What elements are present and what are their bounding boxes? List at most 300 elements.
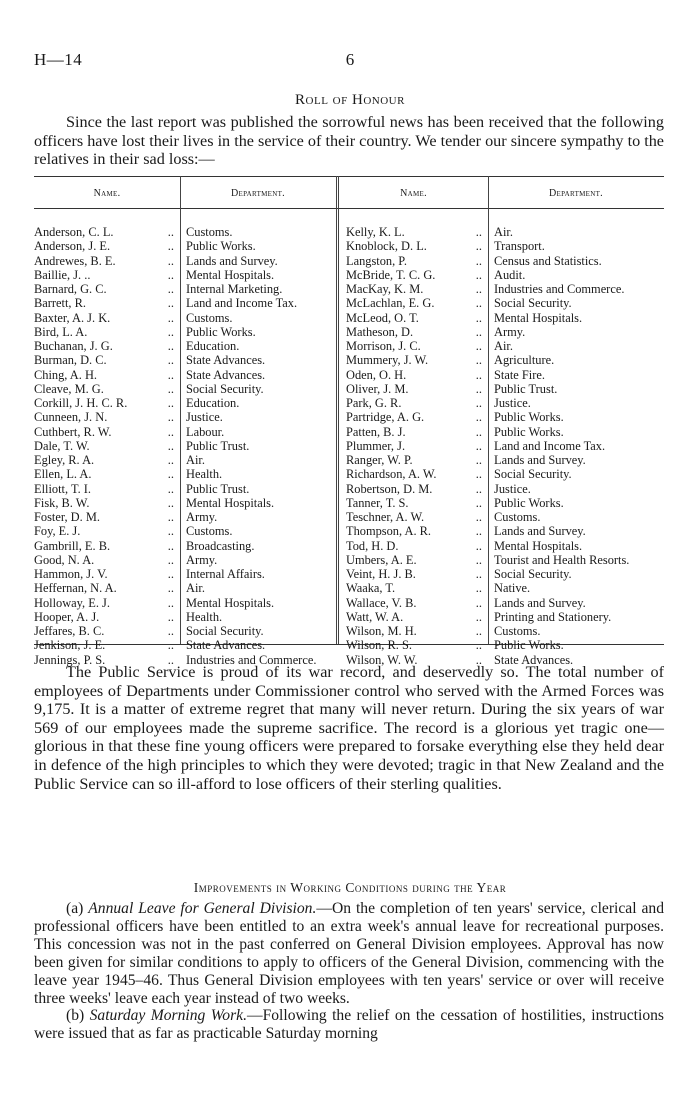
name-text: Patten, B. J. [346, 424, 406, 439]
leader-dots: .. [167, 267, 174, 282]
leader-dots: .. [167, 467, 174, 482]
honour-name [34, 510, 178, 524]
department-text: Social Security. [494, 296, 572, 311]
leader-dots: .. [475, 567, 482, 581]
name-text: Knoblock, D. L. [346, 239, 427, 254]
leader-dots: .. [475, 296, 482, 311]
honour-department [494, 553, 666, 567]
department-text: Social Security. [186, 624, 264, 638]
honour-name [34, 396, 178, 410]
department-text: Public Works. [186, 324, 256, 339]
honour-department [494, 496, 666, 510]
department-text: State Advances. [186, 367, 266, 382]
improvement-b-heading: Saturday Morning Work. [89, 1007, 247, 1025]
department-text: Lands and Survey. [494, 595, 586, 610]
honour-name [346, 596, 486, 610]
name-text: Ranger, W. P. [346, 453, 413, 467]
department-text: Census and Statistics. [494, 253, 602, 268]
department-text: Customs. [494, 510, 541, 524]
leader-dots: .. [475, 510, 482, 524]
name-text: Anderson, J. E. [34, 239, 111, 254]
leader-dots: .. [475, 324, 482, 339]
leader-dots: .. [475, 595, 482, 610]
department-text: Mental Hospitals. [494, 310, 583, 325]
honour-name [34, 282, 178, 296]
name-text: Fisk, B. W. [34, 495, 90, 510]
honour-name [34, 353, 178, 367]
department-text: Agriculture. [494, 353, 555, 368]
honour-department [494, 396, 666, 410]
name-text: Heffernan, N. A. [34, 581, 117, 596]
name-text: Wilson, M. H. [346, 624, 417, 638]
department-text: Public Works. [494, 424, 564, 439]
honour-name [346, 425, 486, 439]
department-text: Labour. [186, 424, 225, 439]
honour-department [186, 553, 334, 567]
honour-name [34, 339, 178, 353]
name-text: Jennings, P. S. [34, 652, 106, 667]
honour-department [186, 410, 334, 424]
name-text: MacKay, K. M. [346, 282, 424, 296]
leader-dots: .. [167, 624, 174, 638]
department-text: Public Works. [494, 638, 564, 653]
leader-dots: .. [167, 595, 174, 610]
honour-name [34, 325, 178, 339]
leader-dots: .. [167, 424, 174, 439]
leader-dots: .. [167, 638, 174, 653]
leader-dots: .. [475, 253, 482, 268]
leader-dots: .. [475, 438, 482, 453]
leader-dots: .. [475, 310, 482, 325]
improvement-a-heading: Annual Leave for General Division. [88, 900, 317, 917]
improvement-b-text: —Following the relief on the cessation of hostilities, instructions were issued that as far as practicable Saturday morning [34, 1007, 665, 1043]
honour-department [494, 268, 666, 282]
honour-name [346, 254, 486, 268]
name-text: Wilson, W. W. [346, 652, 418, 667]
leader-dots: .. [167, 410, 174, 425]
honour-name [346, 553, 486, 567]
honour-department [494, 610, 666, 624]
department-text: State Advances. [186, 638, 266, 653]
department-text: Audit. [494, 267, 526, 282]
honour-name [346, 268, 486, 282]
leader-dots: .. [475, 267, 482, 282]
improvements-section [34, 900, 664, 1043]
honour-department [186, 254, 334, 268]
honour-name [346, 510, 486, 524]
leader-dots: .. [475, 453, 482, 467]
department-text: Army. [186, 552, 218, 567]
name-text: Teschner, A. W. [346, 510, 425, 524]
honour-name [346, 296, 486, 310]
name-text: Elliott, T. I. [34, 481, 92, 496]
name-text: Hooper, A. J. [34, 609, 100, 624]
leader-dots: .. [167, 581, 174, 596]
honour-name [346, 225, 486, 239]
name-text: McBride, T. C. G. [346, 267, 436, 282]
table-header-rule [34, 208, 664, 209]
honour-department [494, 353, 666, 367]
honour-name [34, 254, 178, 268]
honour-name [346, 496, 486, 510]
honour-name [346, 396, 486, 410]
intro-paragraph: Since the last report was published the sorrowful news has been received that the following officers have lost their lives in the service of their country. We tender our sincere sympathy to the relatives in their sad loss:— [34, 113, 664, 169]
name-text: Cleave, M. G. [34, 381, 104, 396]
improvement-a-label: (a) [66, 900, 84, 917]
honour-name [346, 581, 486, 595]
honour-department [186, 396, 334, 410]
leader-dots: .. [167, 652, 174, 667]
honour-department [186, 467, 334, 481]
name-text: Ellen, L. A. [34, 467, 92, 482]
department-text: Justice. [494, 481, 531, 496]
left-names-column [34, 225, 178, 667]
honour-department [494, 439, 666, 453]
name-text: Burman, D. C. [34, 353, 107, 368]
leader-dots: .. [167, 495, 174, 510]
department-text: Customs. [186, 524, 233, 539]
honour-name [34, 553, 178, 567]
honour-department [186, 453, 334, 467]
department-text: Internal Affairs. [186, 567, 265, 581]
honour-department [186, 638, 334, 652]
honour-name [34, 581, 178, 595]
leader-dots: .. [475, 609, 482, 624]
improvement-a-text: —On the completion of ten years' service, clerical and professional officers have been entitled to an extra week's annual leave for recreational purposes. This concession was not in the past conferred on General Division employees. Approval has now been given for similar conditions to apply to officers of the General Division, commencing with the leave year 1945–46. Thus General Division employees with ten years' service or over will receive three weeks' leave each year instead of two weeks. [34, 900, 664, 1007]
leader-dots: .. [167, 396, 174, 410]
leader-dots: .. [475, 225, 482, 239]
column-header-name: Name. [93, 188, 121, 199]
name-text: Waaka, T. [346, 581, 396, 596]
name-text: Oliver, J. M. [346, 381, 409, 396]
honour-name [346, 353, 486, 367]
column-header-department: Department. [231, 188, 285, 199]
honour-department [186, 225, 334, 239]
name-text: Baillie, J. .. [34, 267, 91, 282]
honour-department [494, 325, 666, 339]
honour-department [494, 524, 666, 538]
department-text: Native. [494, 581, 531, 596]
leader-dots: .. [167, 296, 174, 311]
honour-name [34, 268, 178, 282]
roll-of-honour-intro [34, 113, 664, 169]
department-text: Health. [186, 609, 223, 624]
honour-name [34, 368, 178, 382]
name-text: Holloway, E. J. [34, 595, 110, 610]
improvement-b-paragraph [34, 1007, 664, 1043]
honour-department [186, 567, 334, 581]
name-text: Plummer, J. [346, 438, 406, 453]
leader-dots: .. [167, 552, 174, 567]
name-text: Partridge, A. G. [346, 410, 425, 425]
department-text: Education. [186, 396, 240, 410]
leader-dots: .. [475, 282, 482, 296]
department-text: Public Trust. [186, 438, 250, 453]
department-text: Mental Hospitals. [186, 595, 275, 610]
name-text: Thompson, A. R. [346, 524, 432, 539]
leader-dots: .. [167, 353, 174, 368]
honour-department [494, 368, 666, 382]
honour-department [494, 510, 666, 524]
department-text: Army. [494, 324, 526, 339]
roll-of-honour-title: Roll of Honour [295, 92, 405, 108]
name-text: Foster, D. M. [34, 510, 100, 524]
leader-dots: .. [475, 424, 482, 439]
leader-dots: .. [167, 324, 174, 339]
war-record-section [34, 663, 664, 793]
department-text: Public Trust. [186, 481, 250, 496]
department-text: Army. [186, 510, 218, 524]
department-text: Public Trust. [494, 381, 558, 396]
name-text: Richardson, A. W. [346, 467, 437, 482]
honour-department [494, 567, 666, 581]
honour-name [34, 482, 178, 496]
department-text: Customs. [186, 310, 233, 325]
document-reference: H—14 [34, 50, 83, 69]
department-text: Public Works. [494, 495, 564, 510]
name-text: Matheson, D. [346, 324, 414, 339]
honour-name [346, 282, 486, 296]
honour-name [346, 610, 486, 624]
leader-dots: .. [167, 282, 174, 296]
name-text: Jeffares, B. C. [34, 624, 105, 638]
honour-name [346, 453, 486, 467]
honour-name [34, 439, 178, 453]
department-text: Lands and Survey. [186, 253, 278, 268]
honour-name [346, 524, 486, 538]
column-divider [180, 176, 181, 644]
leader-dots: .. [167, 481, 174, 496]
honour-name [346, 467, 486, 481]
leader-dots: .. [475, 524, 482, 539]
right-departments-column [494, 225, 666, 667]
leader-dots: .. [475, 495, 482, 510]
honour-name [346, 624, 486, 638]
honour-name [34, 425, 178, 439]
honour-name [346, 239, 486, 253]
improvement-b-label: (b) [66, 1007, 85, 1025]
department-text: Tourist and Health Resorts. [494, 552, 630, 567]
column-divider [488, 176, 489, 644]
honour-name [346, 638, 486, 652]
leader-dots: .. [475, 339, 482, 353]
department-text: Transport. [494, 239, 545, 254]
department-text: Broadcasting. [186, 538, 255, 553]
name-text: Egley, R. A. [34, 453, 95, 467]
leader-dots: .. [167, 367, 174, 382]
honour-name [34, 410, 178, 424]
department-text: Mental Hospitals. [186, 267, 275, 282]
column-header-name: Name. [400, 188, 427, 199]
honour-name [34, 610, 178, 624]
improvement-a-paragraph [34, 900, 664, 1007]
name-text: Wilson, R. S. [346, 638, 412, 653]
honour-department [186, 581, 334, 595]
department-text: Customs. [494, 624, 541, 638]
name-text: Umbers, A. E. [346, 552, 417, 567]
name-text: Tanner, T. S. [346, 495, 409, 510]
honour-name [34, 496, 178, 510]
department-text: Lands and Survey. [494, 453, 586, 467]
name-text: Morrison, J. C. [346, 339, 421, 353]
honour-name [34, 239, 178, 253]
honour-department [494, 410, 666, 424]
name-text: Good, N. A. [34, 552, 95, 567]
leader-dots: .. [167, 453, 174, 467]
name-text: Park, G. R. [346, 396, 402, 410]
leader-dots: .. [475, 552, 482, 567]
leader-dots: .. [475, 581, 482, 596]
leader-dots: .. [475, 638, 482, 653]
name-text: Andrewes, B. E. [34, 253, 116, 268]
column-header-department: Department. [549, 188, 603, 199]
honour-department [186, 439, 334, 453]
honour-name [34, 596, 178, 610]
name-text: Watt, W. A. [346, 609, 404, 624]
honour-name [346, 539, 486, 553]
honour-department [186, 268, 334, 282]
leader-dots: .. [475, 396, 482, 410]
name-text: Jenkison, J. E. [34, 638, 106, 653]
honour-department [186, 282, 334, 296]
honour-department [494, 596, 666, 610]
department-text: Air. [186, 453, 205, 467]
honour-department [494, 581, 666, 595]
department-text: Air. [494, 225, 513, 239]
leader-dots: .. [167, 567, 174, 581]
leader-dots: .. [475, 652, 482, 667]
honour-department [494, 539, 666, 553]
honour-department [186, 368, 334, 382]
department-text: Air. [186, 581, 205, 596]
honour-department [186, 296, 334, 310]
name-text: Veint, H. J. B. [346, 567, 416, 581]
leader-dots: .. [167, 239, 174, 254]
leader-dots: .. [475, 381, 482, 396]
name-text: Barrett, R. [34, 296, 86, 311]
honour-department [494, 339, 666, 353]
name-text: Barnard, G. C. [34, 282, 107, 296]
honour-department [186, 353, 334, 367]
honour-department [186, 496, 334, 510]
honour-department [494, 482, 666, 496]
department-text: Industries and Commerce. [186, 652, 317, 667]
department-text: Air. [494, 339, 513, 353]
honour-name [34, 453, 178, 467]
department-text: Lands and Survey. [494, 524, 586, 539]
honour-department [186, 539, 334, 553]
honour-name [34, 539, 178, 553]
leader-dots: .. [475, 367, 482, 382]
department-text: Education. [186, 339, 240, 353]
honour-department [186, 482, 334, 496]
honour-department [494, 425, 666, 439]
name-text: McLeod, O. T. [346, 310, 419, 325]
table-top-rule [34, 176, 664, 177]
department-text: Land and Income Tax. [494, 438, 606, 453]
name-text: Tod, H. D. [346, 538, 399, 553]
leader-dots: .. [475, 481, 482, 496]
name-text: Kelly, K. L. [346, 225, 405, 239]
name-text: Buchanan, J. G. [34, 339, 113, 353]
department-text: State Advances. [494, 652, 574, 667]
name-text: Foy, E. J. [34, 524, 81, 539]
department-text: State Advances. [186, 353, 266, 368]
honour-name [34, 567, 178, 581]
department-text: Land and Income Tax. [186, 296, 298, 311]
department-text: Justice. [494, 396, 531, 410]
honour-department [494, 638, 666, 652]
leader-dots: .. [167, 253, 174, 268]
honour-department [186, 382, 334, 396]
right-names-column [346, 225, 486, 667]
name-text: Oden, O. H. [346, 367, 407, 382]
honour-department [494, 254, 666, 268]
honour-name [346, 339, 486, 353]
name-text: Wallace, V. B. [346, 595, 417, 610]
honour-name [34, 225, 178, 239]
name-text: Cunneen, J. N. [34, 410, 108, 425]
name-text: Cuthbert, R. W. [34, 424, 112, 439]
name-text: Bird, L. A. [34, 324, 88, 339]
honour-name [346, 382, 486, 396]
honour-name [346, 439, 486, 453]
leader-dots: .. [167, 524, 174, 539]
leader-dots: .. [475, 467, 482, 482]
honour-name [34, 311, 178, 325]
leader-dots: .. [167, 381, 174, 396]
honour-department [494, 239, 666, 253]
name-text: Ching, A. H. [34, 367, 97, 382]
name-text: Mummery, J. W. [346, 353, 429, 368]
department-text: Customs. [186, 225, 233, 239]
department-text: Internal Marketing. [186, 282, 283, 296]
leader-dots: .. [475, 410, 482, 425]
honour-name [346, 368, 486, 382]
name-text: Langston, P. [346, 253, 407, 268]
leader-dots: .. [167, 310, 174, 325]
name-text: Baxter, A. J. K. [34, 310, 111, 325]
honour-department [186, 325, 334, 339]
war-record-paragraph: The Public Service is proud of its war record, and deservedly so. The total number of employees of Departments under Commissioner control who served with the Armed Forces was 9,175. It is a matter of extreme regret that many will never return. During the six years of war 569 of our employees made the supreme sacrifice. The record is a glorious yet tragic one—glorious in that these fine young officers were prepared to forsake everything else they held dear in defence of the high principles to which they were devoted; tragic in that New Zealand and the Public Service can so ill-afford to lose officers of their sterling qualities. [34, 663, 664, 793]
honour-department [494, 453, 666, 467]
leader-dots: .. [475, 239, 482, 254]
leader-dots: .. [475, 353, 482, 368]
name-text: Robertson, D. M. [346, 481, 433, 496]
honour-department [186, 610, 334, 624]
department-text: Public Works. [494, 410, 564, 425]
department-text: Mental Hospitals. [186, 495, 275, 510]
name-text: Anderson, C. L. [34, 225, 114, 239]
honour-name [34, 296, 178, 310]
leader-dots: .. [475, 538, 482, 553]
honour-department [186, 339, 334, 353]
honour-name [346, 311, 486, 325]
department-text: Public Works. [186, 239, 256, 254]
honour-name [346, 482, 486, 496]
name-text: Hammon, J. V. [34, 567, 108, 581]
name-text: Dale, T. W. [34, 438, 90, 453]
honour-department [494, 225, 666, 239]
honour-name [34, 638, 178, 652]
honour-department [186, 624, 334, 638]
leader-dots: .. [167, 339, 174, 353]
honour-department [186, 524, 334, 538]
honour-department [186, 311, 334, 325]
department-text: Printing and Stationery. [494, 609, 612, 624]
name-text: Corkill, J. H. C. R. [34, 396, 128, 410]
department-text: Health. [186, 467, 223, 482]
